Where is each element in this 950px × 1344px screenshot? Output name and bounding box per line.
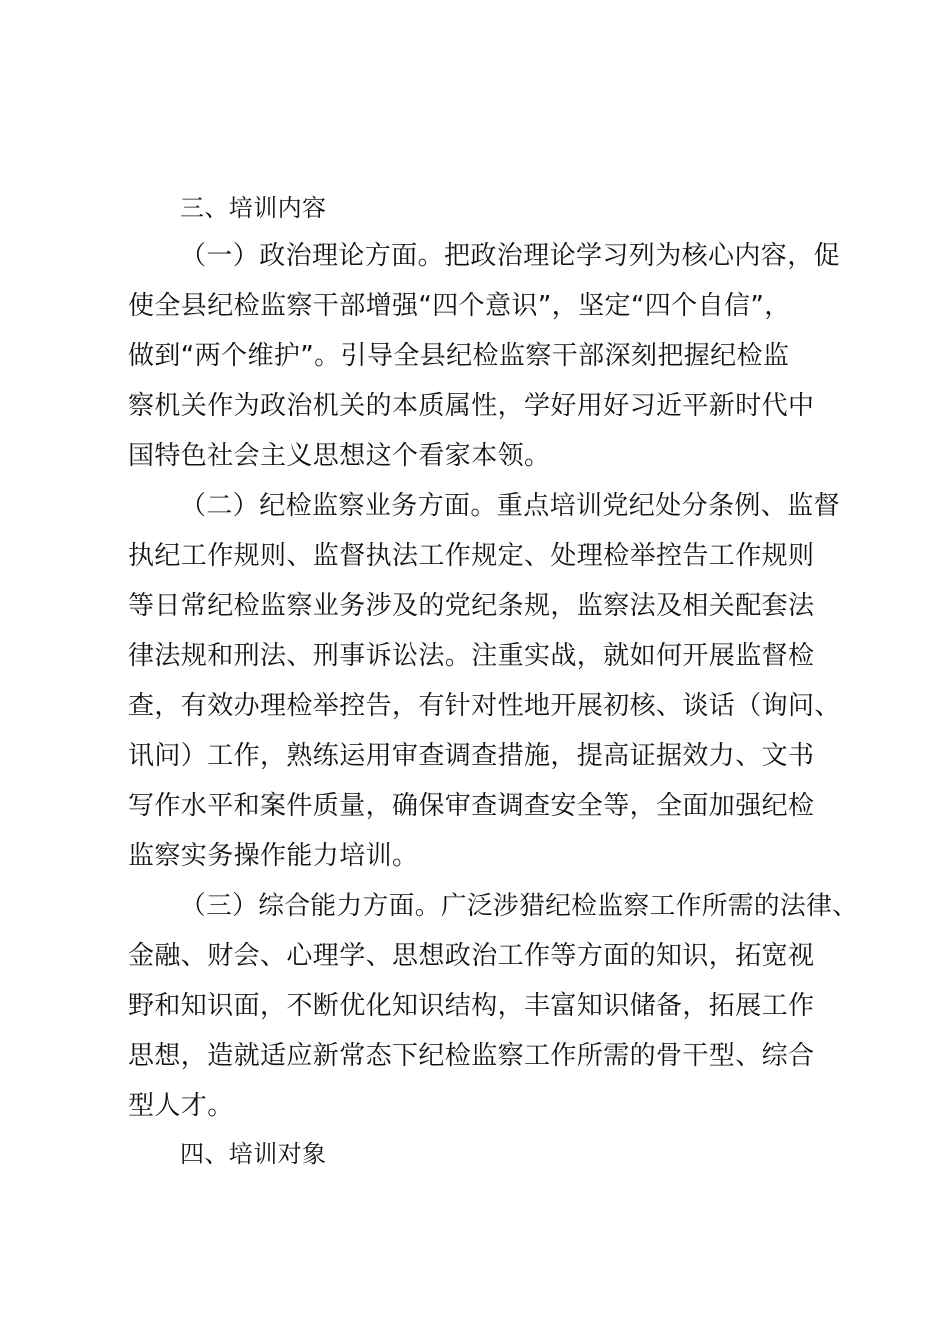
paragraph-line: 等日常纪检监察业务涉及的党纪条规，监察法及相关配套法 <box>128 591 815 621</box>
paragraph-line: （二）纪检监察业务方面。重点培训党纪处分条例、监督 <box>180 491 841 521</box>
paragraph-line: 律法规和刑法、刑事诉讼法。注重实战，就如何开展监督检 <box>128 641 815 671</box>
paragraph-line: 讯问）工作，熟练运用审查调查措施，提高证据效力、文书 <box>128 741 815 771</box>
section-heading-training-target: 四、培训对象 <box>180 1140 327 1168</box>
paragraph-line: 国特色社会主义思想这个看家本领。 <box>128 441 551 471</box>
paragraph-line: （一）政治理论方面。把政治理论学习列为核心内容，促 <box>180 241 841 271</box>
section-heading-training-content: 三、培训内容 <box>180 194 327 222</box>
paragraph-line: 察机关作为政治机关的本质属性，学好用好习近平新时代中 <box>128 391 815 421</box>
paragraph-line: 查，有效办理检举控告，有针对性地开展初核、谈话（询问、 <box>128 691 841 721</box>
paragraph-line: 使全县纪检监察干部增强“四个意识”，坚定“四个自信”， <box>128 291 791 321</box>
paragraph-line: 思想，造就适应新常态下纪检监察工作所需的骨干型、综合 <box>128 1041 815 1071</box>
paragraph-line: 监察实务操作能力培训。 <box>128 841 419 871</box>
paragraph-line: 做到“两个维护”。引导全县纪检监察干部深刻把握纪检监 <box>128 341 790 371</box>
paragraph-line: 写作水平和案件质量，确保审查调查安全等，全面加强纪检 <box>128 791 815 821</box>
paragraph-line: 执纪工作规则、监督执法工作规定、处理检举控告工作规则 <box>128 541 815 571</box>
paragraph-line: 型人才。 <box>128 1091 234 1121</box>
paragraph-line: 金融、财会、心理学、思想政治工作等方面的知识，拓宽视 <box>128 941 815 971</box>
paragraph-line: （三）综合能力方面。广泛涉猎纪检监察工作所需的法律、 <box>180 891 859 921</box>
paragraph-line: 野和知识面，不断优化知识结构，丰富知识储备，拓展工作 <box>128 991 815 1021</box>
